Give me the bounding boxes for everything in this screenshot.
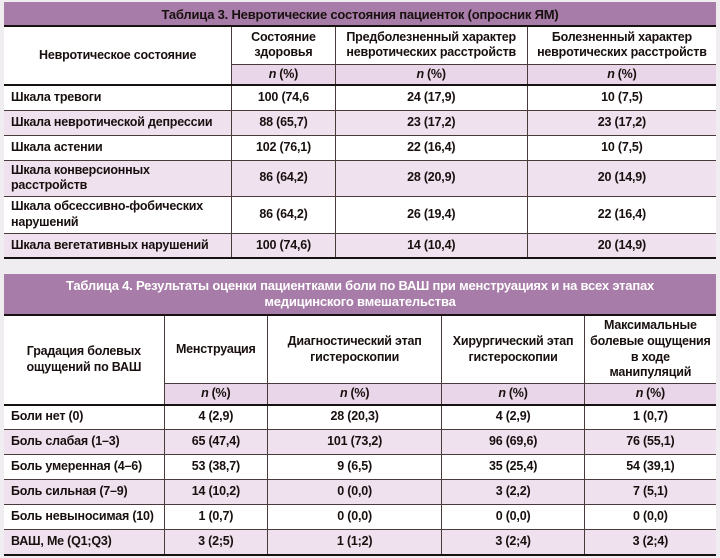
table-row <box>4 430 716 455</box>
percent-label: (%) <box>508 385 528 400</box>
row-label: Шкала обсессивно-фобических нарушений <box>4 196 232 233</box>
tables-gap <box>4 259 716 274</box>
n-label: n <box>416 66 424 81</box>
row-label: Шкала астении <box>4 135 232 160</box>
row-label: Боли нет (0) <box>4 405 164 430</box>
n-label: n <box>498 385 506 400</box>
n-percent-header <box>335 64 527 85</box>
value-cell: 26 (19,4) <box>335 196 527 233</box>
value-cell: 22 (16,4) <box>335 135 527 160</box>
percent-label: (%) <box>426 66 446 81</box>
value-cell: 3 (2;4) <box>442 530 584 555</box>
n-percent-header <box>442 383 584 404</box>
value-cell: 14 (10,2) <box>164 480 267 505</box>
table-row <box>4 110 716 135</box>
value-cell: 0 (0,0) <box>442 505 584 530</box>
table4-col-header: Максимальные болевые ощущения в ходе манипуляций <box>584 316 716 383</box>
value-cell: 102 (76,1) <box>232 135 335 160</box>
value-cell: 28 (20,9) <box>335 160 527 196</box>
table4-header-row <box>4 316 716 383</box>
table-row <box>4 196 716 233</box>
row-label: Боль слабая (1–3) <box>4 430 164 455</box>
n-percent-header <box>232 64 335 85</box>
row-label: Шкала вегетативных нарушений <box>4 233 232 258</box>
value-cell: 1 (1;2) <box>267 530 441 555</box>
value-cell: 0 (0,0) <box>267 480 441 505</box>
table-row <box>4 405 716 430</box>
value-cell: 35 (25,4) <box>442 455 584 480</box>
row-label: Шкала невротической депрессии <box>4 110 232 135</box>
n-percent-header <box>267 383 441 404</box>
table3-col1-header: Невротическое состояние <box>4 27 232 85</box>
table3-col-header: Болезненный характер невротических расстройств <box>527 27 716 64</box>
value-cell: 28 (20,3) <box>267 405 441 430</box>
value-cell: 7 (5,1) <box>584 480 716 505</box>
value-cell: 4 (2,9) <box>442 405 584 430</box>
table-row <box>4 160 716 196</box>
value-cell: 9 (6,5) <box>267 455 441 480</box>
table3-section <box>4 2 716 259</box>
table4-section <box>4 274 716 555</box>
table4-col-header: Хирургический этап гистероскопии <box>442 316 584 383</box>
value-cell: 23 (17,2) <box>527 110 716 135</box>
n-label: n <box>201 385 209 400</box>
value-cell: 20 (14,9) <box>527 233 716 258</box>
n-percent-header <box>164 383 267 404</box>
value-cell: 3 (2;4) <box>584 530 716 555</box>
value-cell: 3 (2,2) <box>442 480 584 505</box>
value-cell: 76 (55,1) <box>584 430 716 455</box>
value-cell: 14 (10,4) <box>335 233 527 258</box>
table-row <box>4 505 716 530</box>
value-cell: 23 (17,2) <box>335 110 527 135</box>
table4-col-header: Диагностический этап гистероскопии <box>267 316 441 383</box>
value-cell: 10 (7,5) <box>527 85 716 110</box>
table4-col1-header: Градация болевых ощущений по ВАШ <box>4 316 164 404</box>
table-row <box>4 135 716 160</box>
percent-label: (%) <box>279 66 299 81</box>
table-row <box>4 480 716 505</box>
value-cell: 4 (2,9) <box>164 405 267 430</box>
row-label: ВАШ, Ме (Q1;Q3) <box>4 530 164 555</box>
value-cell: 24 (17,9) <box>335 85 527 110</box>
value-cell: 22 (16,4) <box>527 196 716 233</box>
n-label: n <box>268 66 277 81</box>
table-row <box>4 85 716 110</box>
n-label: n <box>340 385 348 400</box>
value-cell: 101 (73,2) <box>267 430 441 455</box>
percent-label: (%) <box>350 385 370 400</box>
row-label: Шкала конверсионных расстройств <box>4 160 232 196</box>
table3-col-header: Предболезненный характер невротических расстройств <box>335 27 527 64</box>
value-cell: 53 (38,7) <box>164 455 267 480</box>
value-cell: 88 (65,7) <box>232 110 335 135</box>
table-row <box>4 455 716 480</box>
table4-title: Таблица 4. Результаты оценки пациентками боли по ВАШ при менструациях и на всех этапах медицинского вмешательства <box>4 274 716 316</box>
value-cell: 1 (0,7) <box>584 405 716 430</box>
value-cell: 54 (39,1) <box>584 455 716 480</box>
value-cell: 1 (0,7) <box>164 505 267 530</box>
value-cell: 86 (64,2) <box>232 160 335 196</box>
percent-label: (%) <box>646 385 666 400</box>
row-label: Боль невыносимая (10) <box>4 505 164 530</box>
n-label: n <box>635 385 644 400</box>
value-cell: 86 (64,2) <box>232 196 335 233</box>
value-cell: 0 (0,0) <box>267 505 441 530</box>
table-row <box>4 530 716 555</box>
n-percent-header <box>527 64 716 85</box>
value-cell: 65 (47,4) <box>164 430 267 455</box>
row-label: Шкала тревоги <box>4 85 232 110</box>
value-cell: 100 (74,6 <box>232 85 335 110</box>
row-label: Боль сильная (7–9) <box>4 480 164 505</box>
value-cell: 96 (69,6) <box>442 430 584 455</box>
value-cell: 100 (74,6) <box>232 233 335 258</box>
table4-col-header: Менструация <box>164 316 267 383</box>
table3-header-row <box>4 27 716 64</box>
n-label: n <box>607 66 615 81</box>
value-cell: 10 (7,5) <box>527 135 716 160</box>
table3-title: Таблица 3. Невротические состояния пациенток (опросник ЯМ) <box>4 2 716 27</box>
table3-col-header: Состояние здоровья <box>232 27 335 64</box>
row-label: Боль умеренная (4–6) <box>4 455 164 480</box>
value-cell: 3 (2;5) <box>164 530 267 555</box>
table-row <box>4 233 716 258</box>
value-cell: 0 (0,0) <box>584 505 716 530</box>
value-cell: 20 (14,9) <box>527 160 716 196</box>
percent-label: (%) <box>617 66 637 81</box>
percent-label: (%) <box>211 385 231 400</box>
table3 <box>4 27 716 259</box>
n-percent-header <box>584 383 716 404</box>
table4 <box>4 316 716 555</box>
